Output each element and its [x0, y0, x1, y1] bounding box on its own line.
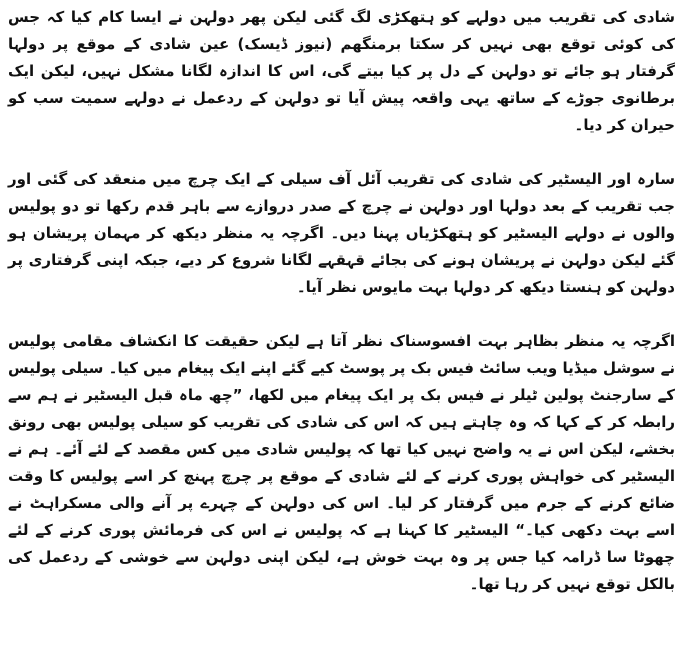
article-paragraph-event: سارہ اور الیسٹیر کی شادی کی تقریب آئل آف سیلی کے ایک چرچ میں منعقد کی گئی اور جب تقریب کے بعد دولہا اور دولہن نے چرچ کے صدر دروازے سے باہر قدم رکھا تو دو پولیس والوں نے دولہے الیسٹیر کو ہتھکڑیاں پہنا دیں۔ اگرچہ یہ منظر دیکھ کر مہمان پریشان ہو گئے لیکن دولہن نے پریشان ہونے کی بجائے قہقہے لگانا شروع کر دیے، جبکہ اپنی گرفتاری پر دولہن کو ہنستا دیکھ کر دولہا بہت مایوس نظر آیا۔	[8, 170, 675, 296]
article-paragraph-explanation: اگرچہ یہ منظر بظاہر بہت افسوسناک نظر آتا ہے لیکن حقیقت کا انکشاف مقامی پولیس نے سوشل میڈیا ویب سائٹ فیس بک پر پوسٹ کیے گئے اپنے ایک پیغام میں کیا۔ سیلی پولیس کے سارجنٹ پولین ٹیلر نے فیس بک پر ایک پیغام میں لکھا، ”چھ ماہ قبل الیسٹیر نے ہم سے رابطہ کر کے کہا کہ وہ چاہتے ہیں کہ اس کی شادی کی تقریب کو سیلی پولیس بھی رونق بخشے، لیکن اس نے یہ واضح نہیں کیا تھا کہ پولیس شادی میں کس مقصد کے لئے آئے۔ ہم نے الیسٹیر کی خواہش پوری کرنے کے لئے شادی کے موقع پر چرچ پہنچ کر اسے پولیس کا وقت ضائع کرنے کے جرم میں گرفتار کر لیا۔ اس کی دولہن کے چہرے پر آنے والی مسکراہٹ نے اسے بہت دکھی کیا۔“ الیسٹیر کا کہنا ہے کہ پولیس نے اس کی فرمائش پوری کرنے کے لئے چھوٹا سا ڈرامہ کیا جس پر وہ بہت خوش ہے، لیکن اپنی دولہن سے خوشی کے ردعمل کی بالکل توقع نہیں کر رہا تھا۔	[8, 332, 675, 593]
article-paragraph-intro: شادی کی تقریب میں دولہے کو ہتھکڑی لگ گئی لیکن پھر دولہن نے ایسا کام کیا کہ جس کی کوئی توقع بھی نہیں کر سکتا برمنگھم (نیوز ڈیسک) عین شادی کے موقع پر دولہا گرفتار ہو جائے تو دولہن کے دل پر کیا بیتے گی، اس کا اندازہ لگانا مشکل نہیں، لیکن ایک برطانوی جوڑے کے ساتھ یہی واقعہ پیش آیا تو دولہن کے ردعمل نے دولہے سمیت سب کو حیران کر دیا۔	[8, 8, 675, 134]
